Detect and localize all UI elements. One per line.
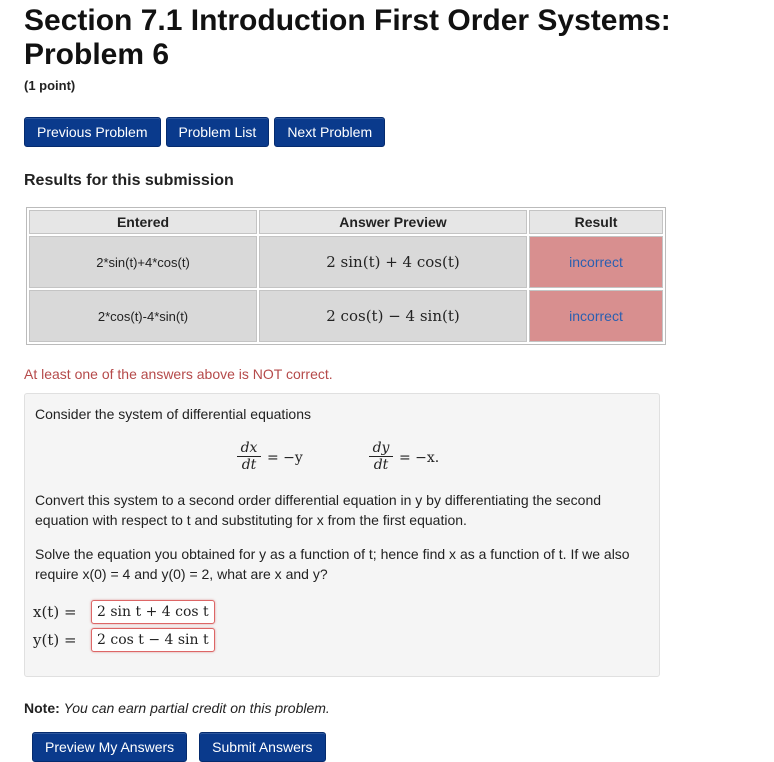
header-answer-preview: Answer Preview	[259, 210, 527, 234]
problem-list-button[interactable]: Problem List	[166, 117, 270, 147]
problem-body	[24, 393, 660, 677]
header-entered: Entered	[29, 210, 257, 234]
answer-input-y[interactable]: 2 cos t − 4 sin t	[91, 628, 215, 652]
answer-row-x	[33, 600, 215, 624]
entered-cell: 2*cos(t)-4*sin(t)	[29, 290, 257, 342]
note-label: Note:	[24, 700, 60, 716]
page-title	[24, 0, 764, 72]
preview-answers-button[interactable]: Preview My Answers	[32, 732, 187, 762]
eq1-numerator: dx	[237, 440, 261, 457]
preview-cell: 2 cos(t) − 4 sin(t)	[259, 290, 527, 342]
result-cell: incorrect	[529, 236, 663, 288]
answer-label-y: y(t) =	[33, 631, 77, 649]
eq1-fraction	[237, 440, 261, 473]
table-row	[29, 236, 663, 288]
problem-intro: Consider the system of differential equations	[35, 406, 312, 422]
eq2-numerator: dy	[369, 440, 393, 457]
eq2-denominator: dt	[373, 457, 389, 473]
header-result: Result	[529, 210, 663, 234]
answer-input-x[interactable]: 2 sin t + 4 cos t	[91, 600, 215, 624]
answer-row-y	[33, 628, 215, 652]
page-title-line1: Section 7.1 Introduction First Order Systems:	[24, 4, 671, 37]
partial-credit-note	[24, 700, 330, 716]
entered-cell: 2*sin(t)+4*cos(t)	[29, 236, 257, 288]
problem-nav	[24, 117, 385, 147]
previous-problem-button[interactable]: Previous Problem	[24, 117, 161, 147]
answer-label-x: x(t) =	[33, 603, 77, 621]
answer-actions	[32, 732, 326, 762]
results-table	[26, 207, 666, 345]
submit-answers-button[interactable]: Submit Answers	[199, 732, 325, 762]
preview-cell: 2 sin(t) + 4 cos(t)	[259, 236, 527, 288]
eq2-fraction	[369, 440, 393, 473]
problem-question: Solve the equation you obtained for y as a function of t; hence find x as a function of t. If we also require x(0) = 4 and y(0) = 2, what are x and y?	[35, 546, 630, 582]
eq1-denominator: dt	[241, 457, 257, 473]
problem-instructions: Convert this system to a second order differential equation in y by differentiating the second equation with respect to t and substituting for x from the first equation.	[35, 492, 602, 528]
incorrect-warning: At least one of the answers above is NOT correct.	[24, 366, 333, 382]
results-title: Results for this submission	[24, 172, 234, 189]
table-row	[29, 290, 663, 342]
eq2-rhs: = −x.	[399, 450, 440, 466]
page	[24, 0, 764, 755]
result-cell: incorrect	[529, 290, 663, 342]
eq1-rhs: = −y	[267, 450, 303, 466]
note-text: You can earn partial credit on this problem.	[63, 700, 330, 716]
page-title-line2: Problem 6	[24, 38, 170, 71]
points-label: (1 point)	[24, 78, 76, 93]
next-problem-button[interactable]: Next Problem	[274, 117, 385, 147]
